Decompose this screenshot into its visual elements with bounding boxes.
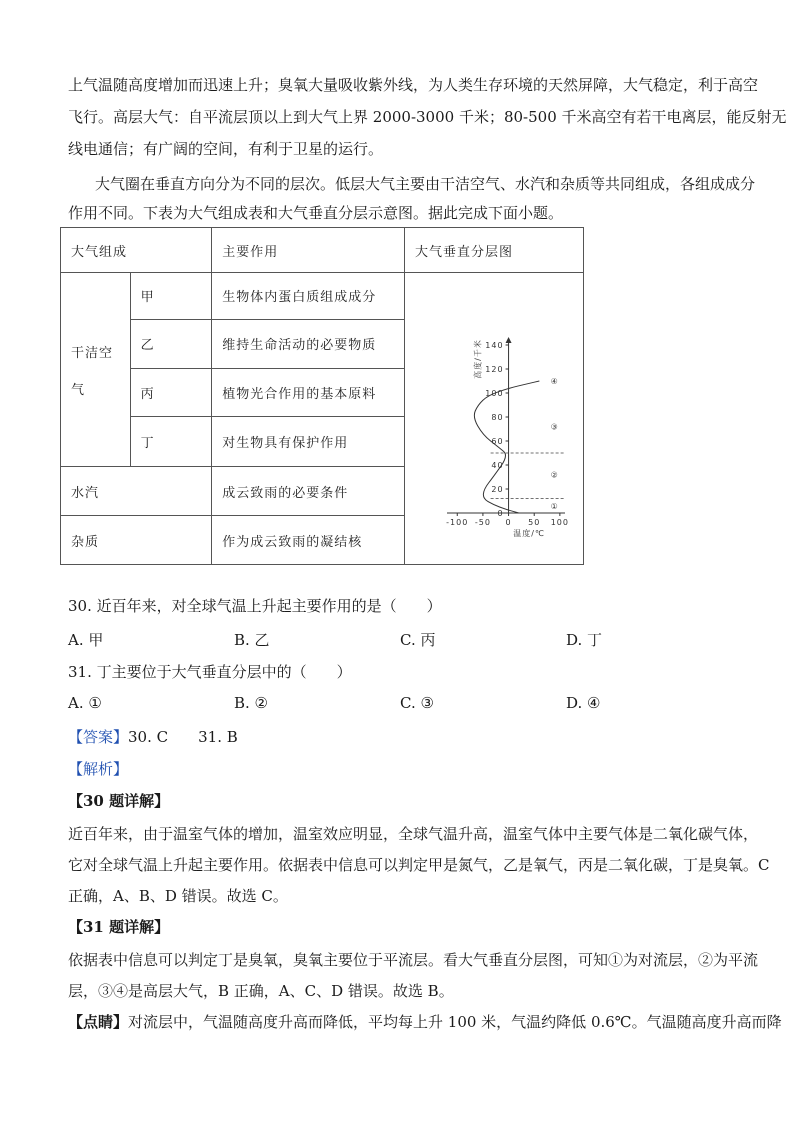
x-tick-label: -100	[446, 518, 469, 527]
intro-line-3: 线电通信；有广阔的空间，有利于卫星的运行。	[68, 140, 384, 158]
row-name-water: 水汽	[61, 467, 212, 516]
header-composition: 大气组成	[61, 228, 212, 273]
y-tick-label: 80	[491, 413, 504, 422]
intro-line-5: 作用不同。下表为大气组成表和大气垂直分层示意图。据此完成下面小题。	[68, 204, 564, 222]
row-role-water: 成云致雨的必要条件	[212, 467, 405, 516]
y-tick-label: 140	[485, 341, 504, 350]
detail31-line-1: 依据表中信息可以判定丁是臭氧，臭氧主要位于平流层。看大气垂直分层图，可知①为对流层，②为平流	[68, 951, 759, 969]
x-tick-label: 100	[550, 518, 569, 527]
detail31-tag: 【31 题详解】	[68, 918, 170, 936]
row-name-bing: 丙	[130, 368, 212, 417]
q30-option-c: C. 丙	[400, 631, 436, 649]
x-tick-label: 50	[528, 518, 541, 527]
q30-stem: 30. 近百年来，对全球气温上升起主要作用的是（ ）	[68, 597, 442, 615]
q30-option-d: D. 丁	[566, 631, 603, 649]
answer-line	[68, 725, 736, 749]
intro-line-1: 上气温随高度增加而迅速上升；臭氧大量吸收紫外线，为人类生存环境的天然屏障，大气稳定，利于高空	[68, 76, 759, 94]
tip-text: 对流层中，气温随高度升高而降低，平均每上升 100 米，气温约降低 0.6℃。气温随高度升高而降	[128, 1013, 782, 1031]
q31-stem: 31. 丁主要位于大气垂直分层中的（ ）	[68, 663, 352, 681]
row-name-impurity: 杂质	[61, 516, 212, 565]
q31-option-a: A. ①	[68, 694, 102, 712]
layer-label: ③	[550, 422, 559, 432]
y-tick-label: 120	[485, 365, 504, 374]
q31-option-d: D. ④	[566, 694, 601, 712]
x-tick-label: 0	[505, 518, 512, 527]
y-axis-label: 高度/千米	[473, 339, 483, 379]
detail30-line-1: 近百年来，由于温室气体的增加，温室效应明显，全球气温升高，温室气体中主要气体是二氧化碳气体，	[68, 825, 759, 843]
x-tick-label: -50	[474, 518, 491, 527]
y-axis-arrow	[506, 337, 512, 343]
q30-option-a: A. 甲	[68, 631, 104, 649]
vertical-layer-chart	[405, 273, 583, 560]
row-role-jia: 生物体内蛋白质组成成分	[212, 273, 405, 320]
row-name-ding: 丁	[130, 417, 212, 467]
header-role: 主要作用	[212, 228, 405, 273]
vertical-layer-chart-cell	[404, 273, 583, 565]
temperature-curve	[474, 381, 539, 513]
answer-tag: 【答案】	[68, 728, 129, 746]
row-role-impurity: 作为成云致雨的凝结核	[212, 516, 405, 565]
detail31-line-2: 层，③④是高层大气，B 正确，A、C、D 错误。故选 B。	[68, 982, 454, 1000]
q31-option-c: C. ③	[400, 694, 434, 712]
row-role-yi: 维持生命活动的必要物质	[212, 319, 405, 368]
y-tick-label: 60	[491, 437, 504, 446]
atmosphere-composition-table	[60, 227, 584, 565]
detail30-line-2: 它对全球气温上升起主要作用。依据表中信息可以判定甲是氮气，乙是氧气，丙是二氧化碳，丁是臭氧。C	[68, 856, 770, 874]
row-role-bing: 植物光合作用的基本原料	[212, 368, 405, 417]
layer-label: ④	[550, 377, 559, 386]
q30-option-b: B. 乙	[234, 631, 270, 649]
y-tick-label: 40	[491, 461, 504, 470]
row-role-ding: 对生物具有保护作用	[212, 417, 405, 467]
y-tick-label: 0	[497, 509, 504, 518]
intro-line-4: 大气圈在垂直方向分为不同的层次。低层大气主要由干洁空气、水汽和杂质等共同组成，各组成成分	[95, 175, 756, 193]
header-layer-chart: 大气垂直分层图	[404, 228, 583, 273]
row-name-jia: 甲	[130, 273, 212, 320]
answer-text: 30. C 31. B	[128, 728, 238, 746]
y-tick-label: 20	[491, 485, 504, 494]
detail30-line-3: 正确，A、B、D 错误。故选 C。	[68, 887, 288, 905]
q31-option-b: B. ②	[234, 694, 269, 712]
layer-label: ②	[550, 470, 559, 480]
row-name-yi: 乙	[130, 319, 212, 368]
x-axis-label: 温度/℃	[513, 529, 545, 538]
tip-tag: 【点睛】	[68, 1013, 129, 1031]
intro-line-2: 飞行。高层大气：自平流层顶以上到大气上界 2000-3000 千米；80-500 千米高空有若干电离层，能反射无	[68, 108, 787, 126]
detail30-tag: 【30 题详解】	[68, 792, 170, 810]
tip-line	[68, 1010, 782, 1034]
dry-air-label: 干洁空 气	[61, 273, 131, 467]
layer-label: ①	[550, 501, 559, 511]
y-tick-label: 100	[485, 389, 504, 398]
analysis-tag: 【解析】	[68, 760, 129, 778]
